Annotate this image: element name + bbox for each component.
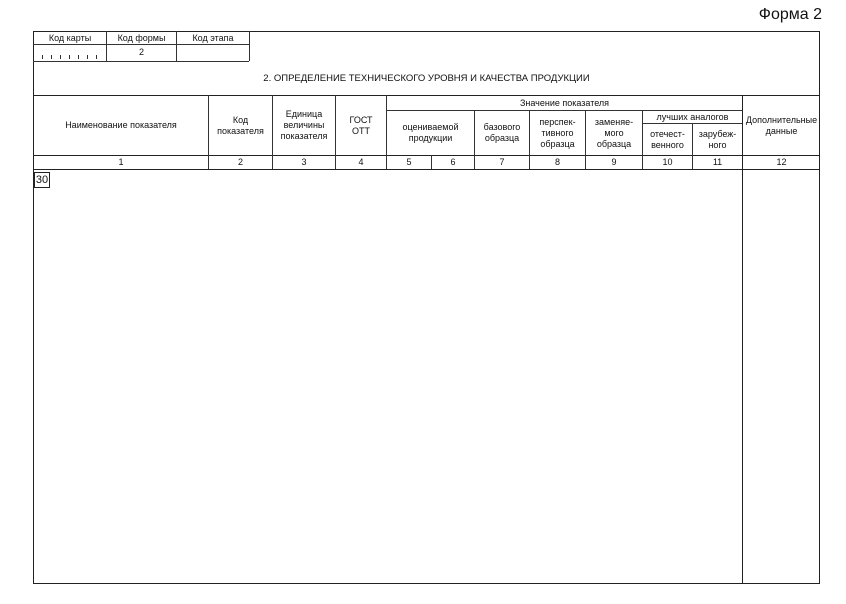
col-number-5: 5 xyxy=(406,157,412,167)
col-number-10: 10 xyxy=(662,157,673,167)
form-code-label: Код формы xyxy=(117,32,166,43)
card-code-tick xyxy=(87,55,88,59)
card-code-tick xyxy=(42,55,43,59)
header-unit: Единица величины показателя xyxy=(280,109,328,141)
codes-bottom xyxy=(33,61,249,62)
col-number-6: 6 xyxy=(450,157,456,167)
col-number-9: 9 xyxy=(611,157,617,167)
header-name: Наименование показателя xyxy=(65,120,177,130)
card-code-label: Код карты xyxy=(48,32,92,43)
col-number-8: 8 xyxy=(554,157,560,167)
col-number-12: 12 xyxy=(776,157,787,167)
card-code-tick xyxy=(60,55,61,59)
header-value-group: Значение показателя xyxy=(519,97,610,108)
col-number-11: 11 xyxy=(712,157,723,167)
header-additional: Дополнительные данные xyxy=(745,114,818,136)
header-code: Код показателя xyxy=(217,114,264,136)
numbers-bottom-line xyxy=(33,169,820,170)
form-label: Форма 2 xyxy=(758,6,822,23)
col-number-1: 1 xyxy=(118,157,124,167)
col-number-3: 3 xyxy=(301,157,307,167)
section-title: 2. ОПРЕДЕЛЕНИЕ ТЕХНИЧЕСКОГО УРОВНЯ И КАЧЕСТВА ПРОДУКЦИИ xyxy=(263,72,590,84)
card-code-tick xyxy=(96,55,97,59)
header-base: базового образца xyxy=(483,122,521,143)
col-number-4: 4 xyxy=(358,157,364,167)
col-number-7: 7 xyxy=(499,157,505,167)
col-number-2: 2 xyxy=(237,157,243,167)
header-foreign: зарубеж-ного xyxy=(698,128,737,150)
card-code-tick xyxy=(78,55,79,59)
form-code-value: 2 xyxy=(138,46,144,57)
stage-code-label: Код этапа xyxy=(192,32,234,43)
header-domestic: отечест-венного xyxy=(650,128,685,150)
header-gost: ГОСТ ОТТ xyxy=(349,114,373,136)
header-perspective: перспек-тивного образца xyxy=(539,116,576,149)
card-code-tick xyxy=(51,55,52,59)
header-best-group: лучших аналогов xyxy=(656,111,729,122)
header-replaced: заменяе-мого образца xyxy=(594,116,634,149)
header-evaluated: оцениваемой продукции xyxy=(402,122,459,143)
row-marker: 30 xyxy=(35,174,49,186)
card-code-tick xyxy=(69,55,70,59)
codes-sep-3 xyxy=(249,31,250,61)
